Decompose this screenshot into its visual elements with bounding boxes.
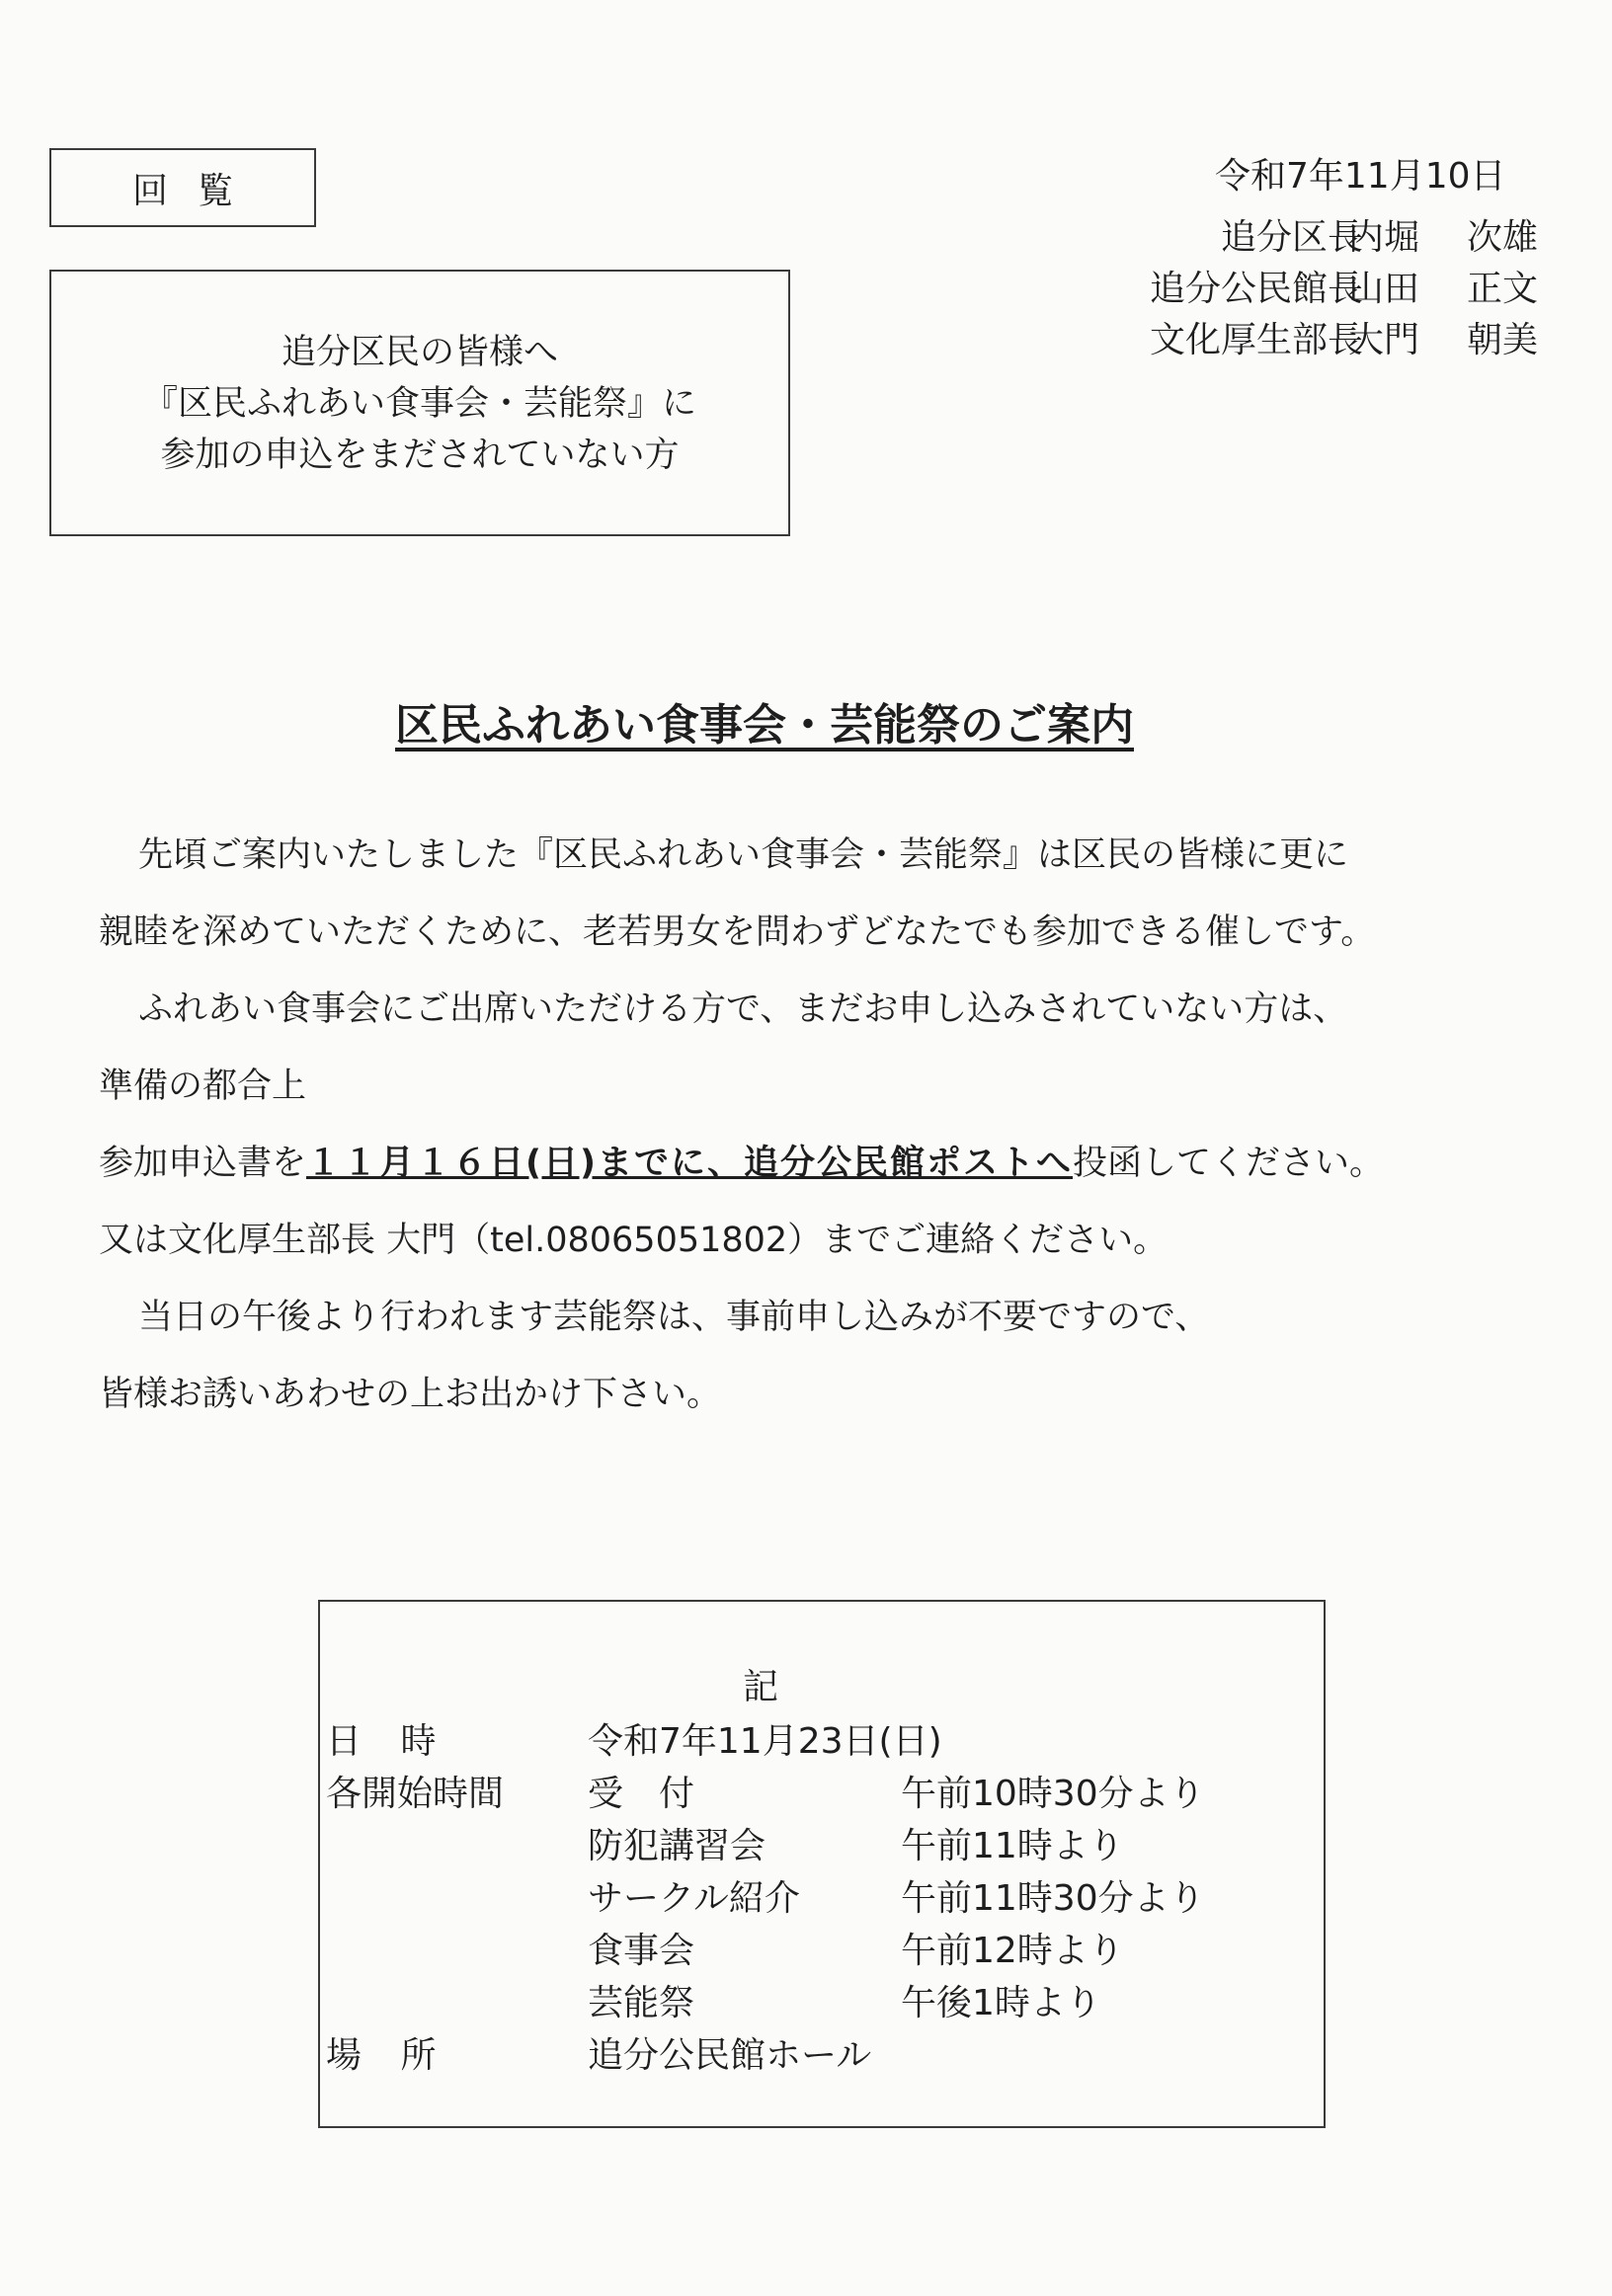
recipient-box — [49, 270, 790, 536]
place-label: 場 所 — [326, 2035, 450, 2076]
deadline-prefix: 参加申込書を — [99, 1144, 307, 1183]
signatory-title: 文化厚生部長 — [1149, 320, 1363, 360]
signatory-row — [1047, 312, 1551, 360]
signatory-given-name: 正文 — [1467, 269, 1539, 309]
body-line: 準備の都合上 — [99, 1067, 307, 1106]
event-date: 令和7年11月23日(日) — [588, 1721, 942, 1762]
schedule-item: 食事会 — [588, 1931, 695, 1971]
signatory-given-name: 次雄 — [1467, 217, 1539, 258]
date-label: 日 時 — [326, 1721, 450, 1762]
schedule-item: 受 付 — [588, 1774, 695, 1814]
issue-date: 令和7年11月10日 — [1215, 156, 1506, 197]
deadline-line — [99, 1136, 1384, 1185]
schedule-time: 午前12時より — [901, 1931, 1124, 1971]
document-title: 区民ふれあい食事会・芸能祭のご案内 — [395, 700, 1134, 751]
body-line: 当日の午後より行われます芸能祭は、事前申し込みが不要ですので、 — [138, 1298, 1210, 1337]
signatory-surname: 山田 — [1348, 269, 1420, 309]
circulation-stamp-box — [49, 148, 316, 227]
signatory-given-name: 朝美 — [1467, 320, 1539, 360]
body-line: ふれあい食事会にご出席いただける方で、まだお申し込みされていない方は、 — [138, 990, 1348, 1029]
recipient-line: 追分区民の皆様へ — [281, 333, 558, 372]
signatory-surname: 内堀 — [1348, 217, 1420, 258]
start-times-label: 各開始時間 — [326, 1774, 505, 1814]
notice-heading: 記 — [743, 1667, 779, 1707]
schedule-time: 午前11時より — [901, 1826, 1124, 1866]
signatory-row — [1047, 261, 1551, 309]
body-line: 先頃ご案内いたしました『区民ふれあい食事会・芸能祭』は区民の皆様に更に — [138, 835, 1349, 875]
deadline-suffix: 投函してください。 — [1073, 1144, 1385, 1183]
schedule-item: 芸能祭 — [588, 1983, 695, 2023]
event-place: 追分公民館ホール — [588, 2035, 872, 2076]
deadline-emphasis: １１月１６日(日)までに、追分公民館ポストへ — [306, 1144, 1074, 1183]
schedule-time: 午前10時30分より — [901, 1774, 1205, 1814]
signatory-surname: 大門 — [1348, 320, 1420, 360]
circulation-label: 回覧 — [131, 170, 263, 211]
body-line: 皆様お誘いあわせの上お出かけ下さい。 — [99, 1375, 722, 1414]
signatory-row — [1047, 209, 1551, 258]
body-line: 親睦を深めていただくために、老若男女を問わずどなたでも参加できる催しです。 — [99, 912, 1376, 952]
recipient-line: 『区民ふれあい食事会・芸能祭』に — [142, 384, 696, 424]
signatory-title: 追分公民館長 — [1149, 269, 1363, 309]
schedule-item: サークル紹介 — [588, 1878, 800, 1919]
recipient-line: 参加の申込をまだされていない方 — [160, 435, 680, 475]
contact-line: 又は文化厚生部長 大門（tel.08065051802）までご連絡ください。 — [99, 1221, 1169, 1260]
schedule-time: 午前11時30分より — [901, 1878, 1205, 1919]
schedule-item: 防犯講習会 — [588, 1826, 766, 1866]
schedule-time: 午後1時より — [901, 1983, 1101, 2023]
signatory-title: 追分区長 — [1220, 217, 1363, 258]
